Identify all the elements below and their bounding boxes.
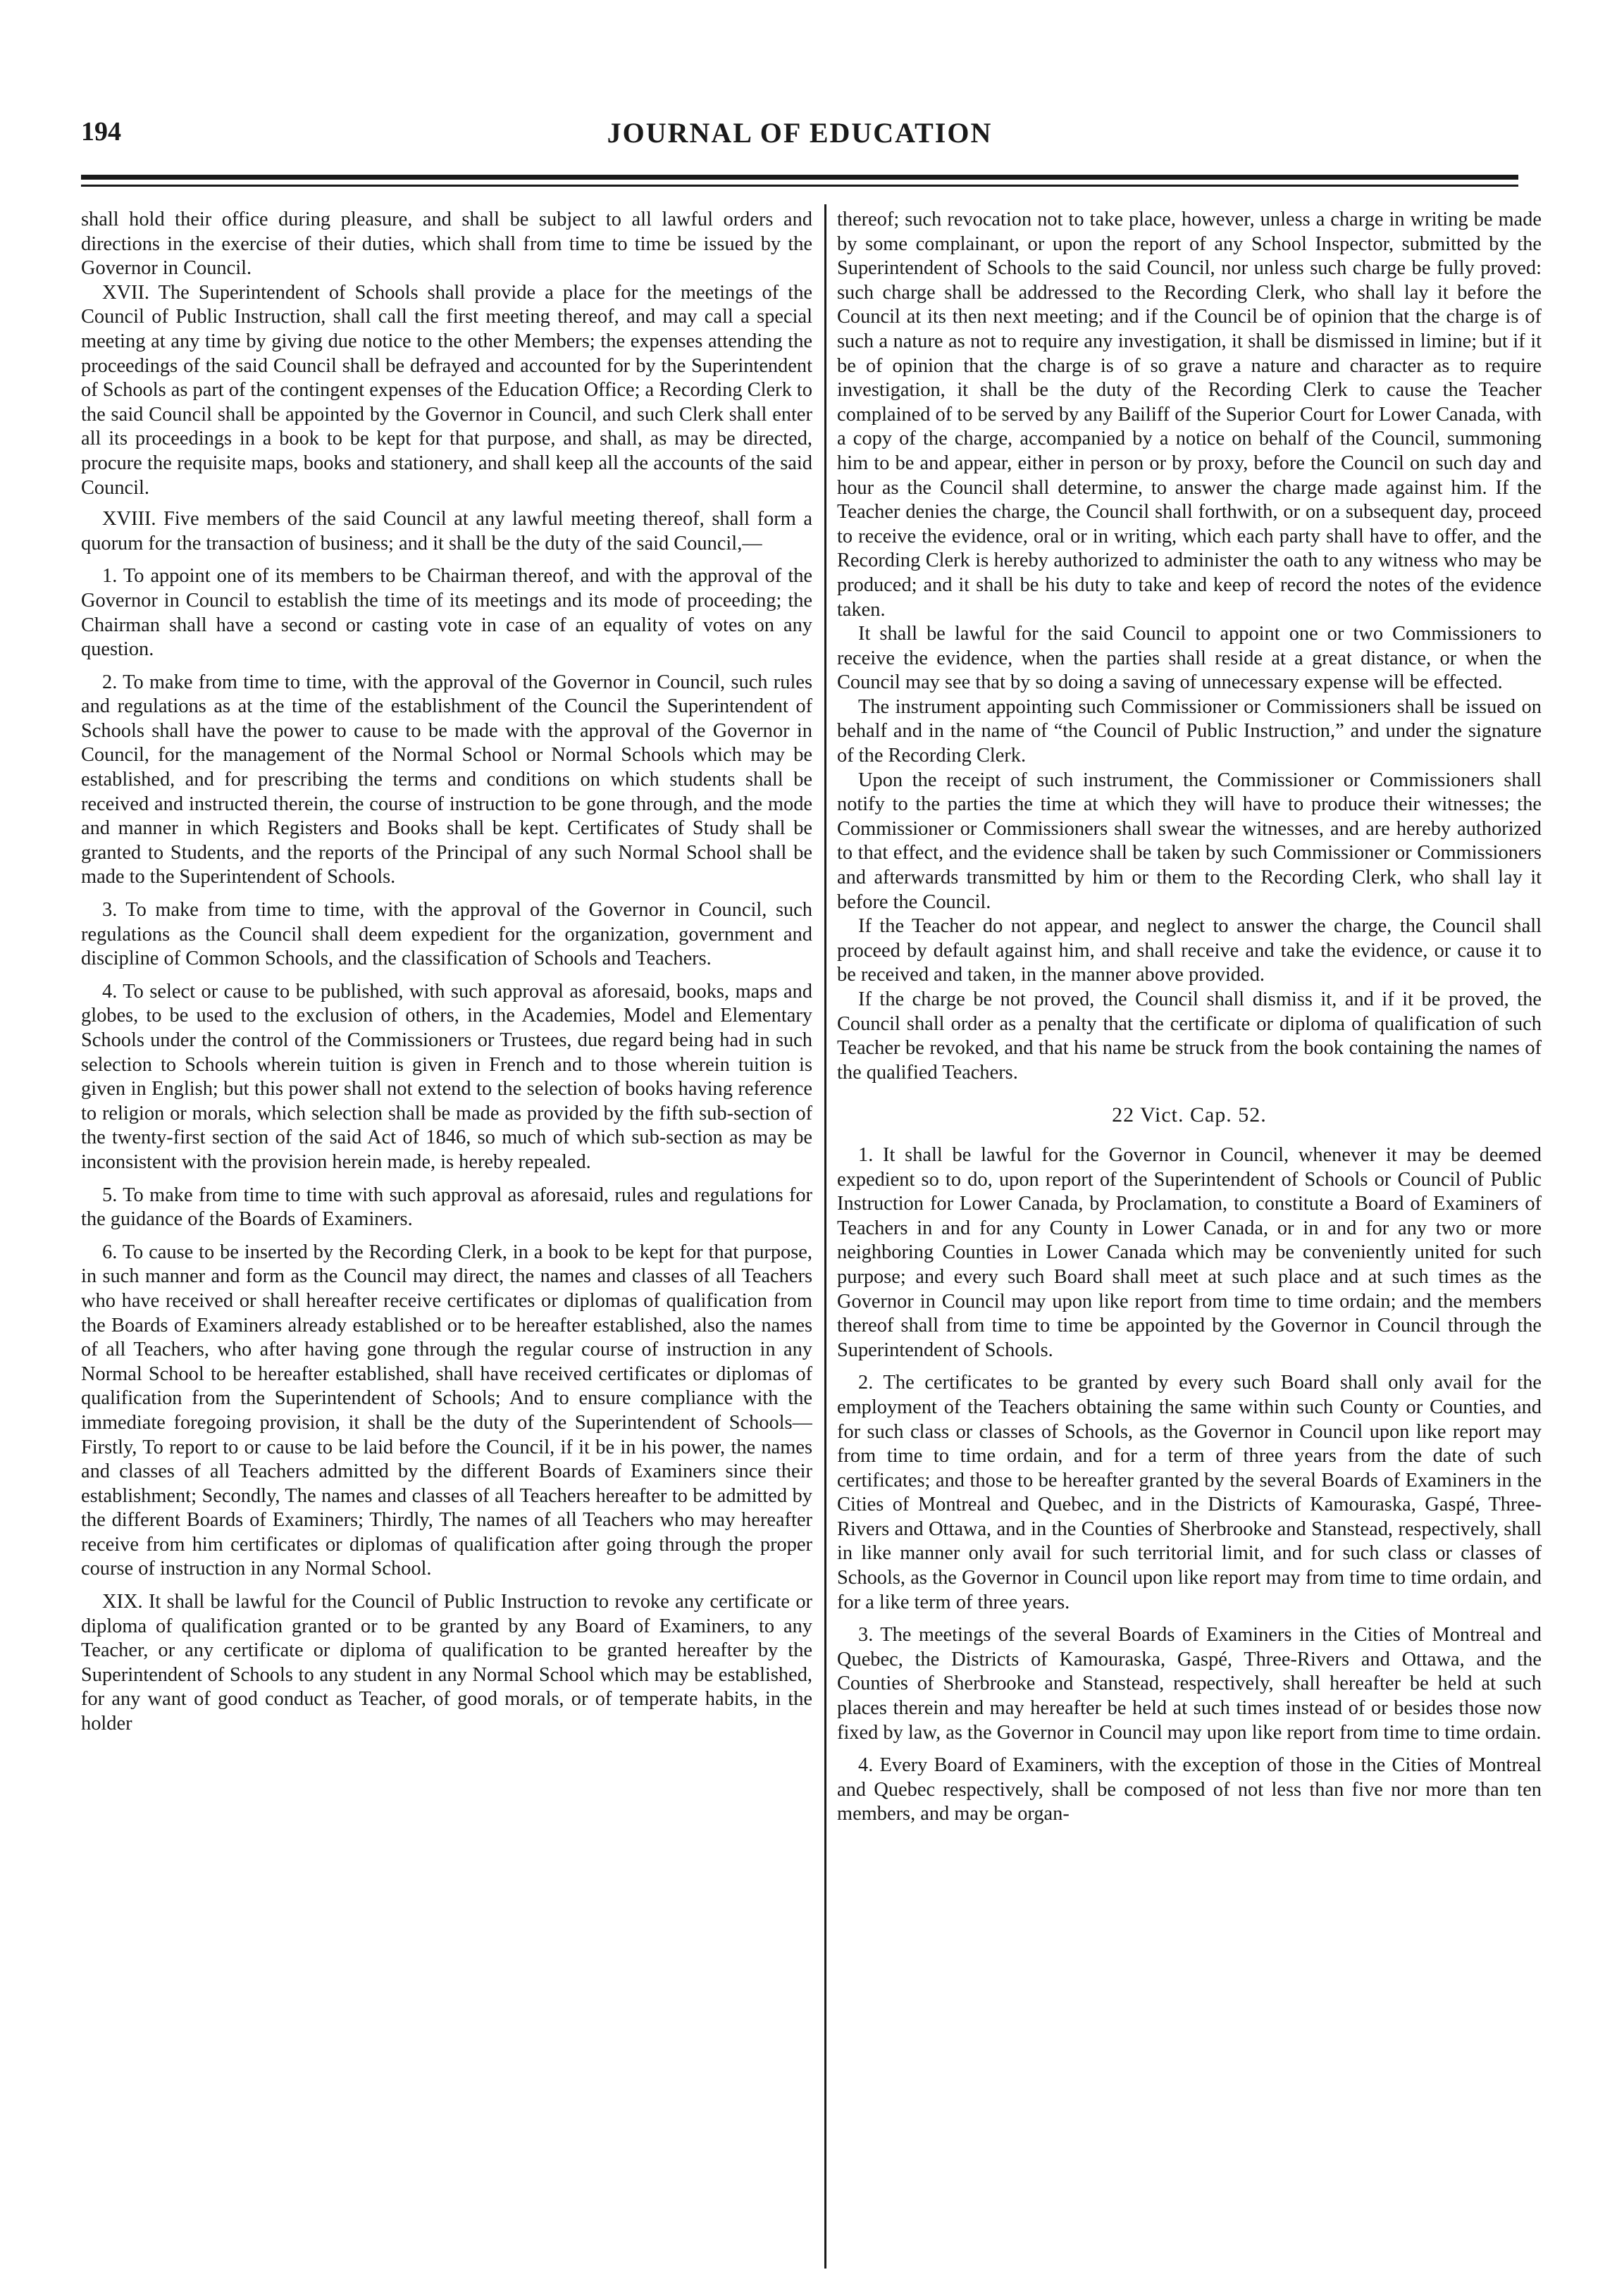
section-xviii: XVIII. Five members of the said Council at any lawful meeting thereof, shall form a quorum for the transaction of business; and it shall be the duty of the said Council,— [81, 508, 812, 554]
column-divider [824, 204, 826, 2269]
page-header [81, 116, 1518, 166]
clause-2: 2. The certificates to be granted by every such Board shall only avail for the employment of the Teachers obtaining the same within such County or Counties, and for such class or classes of Schools, as the Governor in Council upon like report may from time to time ordain, and for a term of three years from the date of such certificates; and those to be hereafter granted by the several Boards of Examiners in the Cities of Montreal and Quebec, and in the Districts of Kamouraska, Gaspé, Three-Rivers and Ottawa, and in the Counties of Sherbrooke and Stanstead, respectively, shall in like manner only avail for such territorial limit, and for such class or classes of Schools, as the Governor in Council upon like report may from time to time ordain, and for a like term of three years. [837, 1372, 1542, 1613]
clause-1: 1. It shall be lawful for the Governor in Council, whenever it may be deemed expedient so to do, upon report of the Superintendent of Schools or Council of Public Instruction for Lower Canada, by Proclamation, to constitute a Board of Examiners of Teachers in and for any County in Lower Canada, or in and for any two or more neighboring Counties in Lower Canada which may be conveniently united for such purpose; and every such Board shall meet at such place and at such times as the Governor in Council may upon like report from time to time ordain; and the members thereof shall from time to time be appointed by the Governor in Council through the Superintendent of Schools. [837, 1143, 1542, 1361]
paragraph: If the Teacher do not appear, and neglect to answer the charge, the Council shall proceed by default against him, and shall receive and take the evidence, or cause it to be received and taken, in the manner above provided. [837, 915, 1542, 986]
paragraph: Upon the receipt of such instrument, the Commissioner or Commissioners shall notify to the parties the time at which they will have to produce their witnesses; the Commissioner or Commissioners shall swear the witnesses, and are hereby authorized to that effect, and the evidence shall be taken by such Commissioner or Commissioners and afterwards transmitted by him or them to the Recording Clerk, who shall lay it before the Council. [837, 769, 1542, 913]
section-xix: XIX. It shall be lawful for the Council of Public Instruction to revoke any certificate or diploma of qualification granted or to be granted by any Board of Examiners, to any Teacher, or any certificate or diploma of qualification to be granted hereafter by the Superintendent of Schools to any student in any Normal School which may be established, for any want of good conduct as Teacher, of good morals, or of temperate habits, in the holder [81, 1591, 812, 1735]
running-title: JOURNAL OF EDUCATION [607, 117, 993, 149]
clause-4: 4. Every Board of Examiners, with the exception of those in the Cities of Montreal and Quebec respectively, shall be composed of not less than five nor more than ten members, and may be organ- [837, 1754, 1542, 1825]
paragraph: thereof; such revocation not to take place, however, unless a charge in writing be made by some complainant, or upon the report of any School Inspector, submitted by the Superintendent of Schools to the said Council, nor unless such charge be fully proved: such charge shall be addressed to the Recording Clerk, who shall lay it before the Council at its then next meeting; and if the Council be of opinion that the charge is of such a nature as not to require any investigation, it shall be dismissed in limine; but if it be of opinion that the charge is of so grave a nature and character as to require investigation, it shall be the duty of the Recording Clerk to cause the Teacher complained of to be served by any Bailiff of the Superior Court for Lower Canada, with a copy of the charge, accompanied by a notice on behalf of the Council, summoning him to be and appear, either in person or by proxy, before the Council on such day and hour as the Council shall determine, to answer the charge made against him. If the Teacher denies the charge, the Council shall forthwith, or on a subsequent day, proceed to receive the evidence, oral or in writing, which each party shall have to offer, and the Recording Clerk is hereby authorized to administer the oath to any witness who may be produced; and it shall be his duty to take and keep of record the notes of the evidence taken. [837, 209, 1542, 621]
clause-6: 6. To cause to be inserted by the Recording Clerk, in a book to be kept for that purpose, in such manner and form as the Council may direct, the names and classes of all Teachers who have received or shall hereafter receive certificates or diplomas of qualification from the Boards of Examiners already established or to be hereafter established, also the names of all Teachers, who after having gone through the regular course of instruction in any Normal School to be hereafter established, shall have received certificates or diplomas of qualification from the Superintendent of Schools; And to ensure compliance with the immediate foregoing provision, it shall be the duty of the Superintendent of Schools—Firstly, To report to or cause to be laid before the Council, if it be in his power, the names and classes of all Teachers admitted by the different Boards of Examiners since their establishment; Secondly, The names and classes of all Teachers hereafter to be admitted by the different Boards of Examiners; Thirdly, The names of all Teachers who may hereafter receive from him certificates or diplomas of qualification after going through the proper course of instruction in any Normal School. [81, 1241, 812, 1580]
page-number: 194 [81, 117, 121, 147]
header-rule-thick [81, 175, 1518, 180]
left-column [81, 208, 812, 2272]
paragraph: The instrument appointing such Commissioner or Commissioners shall be issued on behalf and in the name of “the Council of Public Instruction,” and under the signature of the Recording Clerk. [837, 695, 1542, 767]
statute-heading: 22 Vict. Cap. 52. [1112, 1103, 1267, 1127]
clause-3: 3. To make from time to time, with the approval of the Governor in Council, such regulations as the Council shall deem expedient for the organization, government and discipline of Common Schools, and the classification of Schools and Teachers. [81, 899, 812, 970]
clause-5: 5. To make from time to time with such approval as aforesaid, rules and regulations for the guidance of the Boards of Examiners. [81, 1184, 812, 1231]
paragraph: shall hold their office during pleasure, and shall be subject to all lawful orders and directions in the exercise of their duties, which shall from time to time be issued by the Governor in Council. [81, 209, 812, 280]
header-rule-thin [81, 185, 1518, 187]
clause-2: 2. To make from time to time, with the approval of the Governor in Council, such rules and regulations as at the time of the establishment of the Council the Superintendent of Schools shall have the power to cause to be made with the approval of the Governor in Council, for the management of the Normal School or Normal Schools which may be established, and for prescribing the terms and conditions on which students shall be received and instructed therein, the course of instruction to be gone through, and the mode and manner in which Registers and Books shall be kept. Certificates of Study shall be granted to Students, and the reports of the Principal of any such Normal School shall be made to the Superintendent of Schools. [81, 671, 812, 888]
right-column [837, 208, 1542, 2272]
clause-4: 4. To select or cause to be published, with such approval as aforesaid, books, maps and globes, to be used to the exclusion of others, in the Academies, Model and Elementary Schools under the control of the Commissioners or Trustees, due regard being had in such selection to Schools wherein tuition is given in French and to those wherein tuition is given in English; but this power shall not extend to the selection of books having reference to religion or morals, which selection shall be made as provided by the fifth sub-section of the twenty-first section of the said Act of 1846, so much of which sub-section as may be inconsistent with the provision herein made, is hereby repealed. [81, 980, 812, 1173]
clause-3: 3. The meetings of the several Boards of Examiners in the Cities of Montreal and Quebec, the Districts of Kamouraska, Gaspé, Three-Rivers and Ottawa, and the Counties of Sherbrooke and Stanstead, respectively, shall hereafter be held at such places therein and may hereafter be held at such times instead of or besides those now fixed by law, as the Governor in Council may upon like report from time to time ordain. [837, 1624, 1542, 1744]
clause-1: 1. To appoint one of its members to be Chairman thereof, and with the approval of the Governor in Council to establish the time of its meetings and its mode of proceeding; the Chairman shall have a second or casting vote in case of an equality of votes on any question. [81, 565, 812, 661]
paragraph: If the charge be not proved, the Council shall dismiss it, and if it be proved, the Council shall order as a penalty that the certificate or diploma of qualification of such Teacher be revoked, and that his name be struck from the book containing the names of the qualified Teachers. [837, 988, 1542, 1084]
paragraph: It shall be lawful for the said Council to appoint one or two Commissioners to receive the evidence, when the parties shall reside at a great distance, or when the Council may see that by so doing a saving of unnecessary expense will be effected. [837, 623, 1542, 694]
section-xvii: XVII. The Superintendent of Schools shall provide a place for the meetings of the Council of Public Instruction, shall call the first meeting thereof, and may call a special meeting at any time by giving due notice to the other Members; the expenses attending the proceedings of the said Council shall be defrayed and accounted for by the Superintendent of Schools as part of the contingent expenses of the Education Office; a Recording Clerk to the said Council shall be appointed by the Governor in Council, and such Clerk shall enter all its proceedings in a book to be kept for that purpose, and shall, as may be directed, procure the requisite maps, books and stationery, and shall keep all the accounts of the said Council. [81, 281, 812, 499]
